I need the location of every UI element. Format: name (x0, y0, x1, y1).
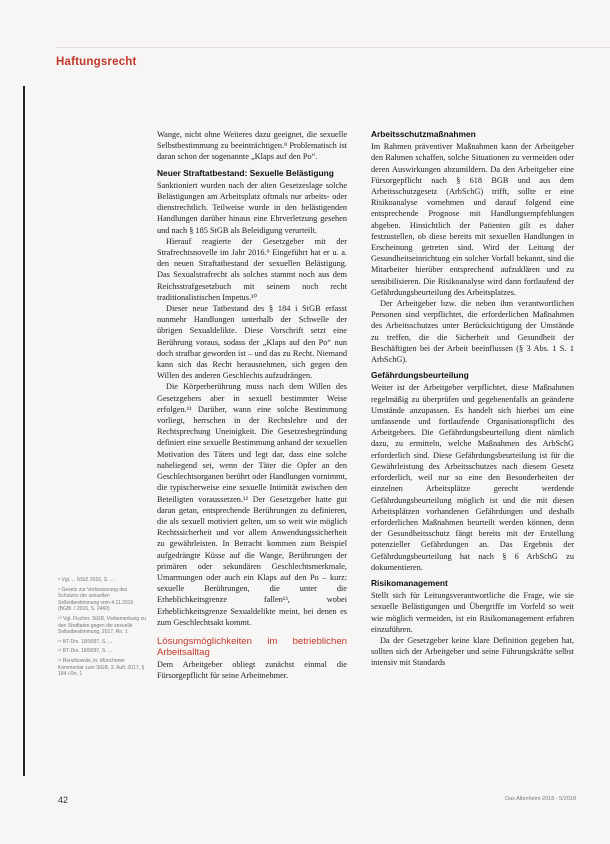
section-title: Haftungsrecht (56, 56, 137, 68)
footnotes (58, 577, 146, 681)
footnote: ¹⁰ Vgl. Fischer, StGB, Vorbemerkung zu den Straftaten gegen die sexuelle Selbstbestimmung, 2017, Rn. 1 (58, 615, 146, 636)
text-column-left (157, 129, 347, 681)
footnote: ⁸ Vgl. ... NStZ 2016, S. ... (58, 577, 115, 583)
section-heading: Lösungsmöglichkeiten im betrieblichen Arbeitsalltag (157, 635, 347, 658)
paragraph: Hierauf reagierte der Gesetzgeber mit der Strafrechtsnovelle im Jahr 2016.⁹ Eingeführt hat er u. a. den neuen Straftatbestand der sexuellen Belästigung. Das Sexualstrafrecht als solches stammt noch aus dem Reichsstrafgesetzbuch mit seinem noch recht traditionalistischen Impetus.¹⁰ (157, 236, 347, 302)
subheading: Neuer Straftatbestand: Sexuelle Belästigung (157, 167, 334, 178)
paragraph: Dem Arbeitgeber obliegt zunächst einmal die Fürsorgepflicht für seine Arbeitnehmer. (157, 659, 347, 681)
paragraph: Weiter ist der Arbeitgeber verpflichtet, diese Maßnahmen regelmäßig zu überprüfen und gegebenenfalls an geänderte Umstände anzupassen. Es handelt sich hierbei um eine umfassende und fortlaufende Organisationspflicht des Arbeitgebers. Die Gefährdungsbeurteilung dient nämlich dazu, zu ermitteln, welche Maßnahmen des ArbSchG erforderlich sind. Diese Gefährdungsbeurteilung ist für die Gewährleistung des Arbeitsschutzes nach diesem Gesetz erforderlich, weil nur so eine den Besonderheiten der einzelnen Arbeitsplätze gerecht werdende Gefährdungsbeurteilung möglich ist und die mit diesen Arbeitsplätzen vorhandenen Gefährdungen und deshalb erforderlichen Maßnahmen beurteilt werden können, denn der Gesundheitsschutz fängt bereits mit der Erstellung potenzieller Gefährdungen an. Das Ergebnis der Gefährdungsbeurteilung hat nach § 6 ArbSchG zu dokumentieren. (371, 383, 574, 572)
footnote: ¹¹ BT-Drs. 18/9097, S. ... (58, 638, 113, 645)
paragraph: Da der Gesetzgeber keine klare Definition gegeben hat, sollten sich der Arbeitgeber und seine Führungskräfte selbst intensiv mit Standards (371, 635, 574, 668)
subheading: Arbeitsschutzmaßnahmen (371, 129, 476, 139)
paragraph: Im Rahmen präventiver Maßnahmen kann der Arbeitgeber den Rahmen schaffen, solche Situationen zu vermeiden oder deren Auswirkungen abzumildern. Da den Arbeitgeber eine Fürsorgepflicht nach § 618 BGB und aus dem Arbeitsschutzgesetz (ArbSchG) trifft, sollte er eine Risikoanalyse vornehmen und darauf folgend eine entsprechende Prognose mit Handlungsempfehlungen abgeben. Hinsichtlich der Patienten gilt es daher festzustellen, ob diese bereits mit sexuellen Handlungen in Erscheinung getreten sind. Wird der Leitung der Gesundheitseinrichtung ein solcher Vorfall bekannt, sind die Mitarbeiter hierüber entsprechend aufzuklären und zu sensibilisieren. Die Risikoanalyse wird dann fortlaufend der Gefährdungsbeurteilung des Arbeitsplatzes. (371, 142, 574, 297)
page-footer (58, 793, 576, 809)
subheading: Gefährdungsbeurteilung (371, 370, 469, 381)
paragraph: Sanktioniert wurden nach der alten Gesetzeslage solche Belästigungen am Arbeitsplatz oftmals nur arbeits- oder dienstrechtlich. Teilweise wurde in den belästigenden Handlungen darüber hinaus eine Ehrverletzung gesehen und nach § 185 StGB als Beleidigung verurteilt. (157, 180, 347, 235)
text-column-right (371, 129, 574, 669)
paragraph: Stellt sich für Leitungsverantwortliche die Frage, wie sie sexuelle Belästigungen und Übergriffe im Vorfeld so weit wie möglich vermeiden, ist ein Risikomanagement erfahren einzuführen. (371, 591, 574, 634)
paragraph: Der Arbeitgeber bzw. die neben ihm verantwortlichen Personen sind verpflichtet, die erforderlichen Maßnahmen des Arbeitsschutzes unter Berücksichtigung der Umstände zu treffen, die die Sicherheit und Gesundheit der Beschäftigten bei der Arbeit beeinflussen (§ 3 Abs. 1 S. 1 ArbSchG). (371, 299, 574, 365)
paragraph: Die Körperberührung muss nach dem Willen des Gesetzgebers aber in sexuell bestimmter Weise erfolgen.¹¹ Darüber, wann eine solche Bestimmung vorliegt, herrschen in der Rechtslehre und der Rechtsprechung Uneinigkeit. Die Gesetzesbegründung definiert eine sexuelle Bestimmung anhand der sexuellen Motivation des Täters und legt dar, dass eine solche naheliegend sei, wenn der Täter die Opfer an den Geschlechtsorganen berührt oder Handlungen vornimmt, die typischerweise eine sexuelle Intimität zwischen den Beteiligten voraussetzen.¹² Der Gesetzgeber hatte gut daran getan, entsprechende Berührungen zu definieren, die als sexuell motiviert gelten, um so weit wie möglich Rechtssicherheit und vor allem Anwendungssicherheit zu gewährleisten. In Betracht kommen zum Beispiel aufgedrängte Küsse auf die Wange, Berührungen der primären oder sekundären Geschlechtsmerkmale, Umarmungen oder auch ein Klaps auf den Po – kurz: sexuelle Berührungen, die unter die Erheblichkeitsgrenze fallen¹³, wobei Erheblichkeitsgrenze Sexualdelikte meint, bei denen es zum Geschlechtsakt kommt. (157, 382, 347, 627)
footnote: ⁹ Gesetz zur Verbesserung des Schutzes der sexuellen Selbstbestimmung vom 4.11.2016 (BGBl. I 2016, S. 2460) (58, 586, 134, 613)
paragraph: Dieser neue Tatbestand des § 184 i StGB erfasst nunmehr Handlungen unterhalb der Schwelle der übrigen Sexualdelikte. Diese Vorschrift setzt eine Berührung voraus, sodass der „Klaps auf den Po“ nun doch strafbar geworden ist – und das zu Recht. Niemand kann sich das Recht herausnehmen, sich gegen den Willen des anderen Geschlechts aufzudrängen. (157, 304, 347, 381)
header-rule (56, 47, 610, 48)
footnote: ¹² BT-Drs. 18/9097, S. ... (58, 648, 113, 655)
footnote: ¹³ Renzikowski, in: Münchener Kommentar zum StGB, 3. Aufl. 2017, § 184 i Rn. 1 (58, 657, 145, 678)
subheading: Risikomanagement (371, 577, 448, 588)
publication-line: Das Altenheim 2018 - 5/2018 (505, 796, 576, 802)
page-number: 42 (58, 795, 69, 805)
margin-rule (23, 86, 25, 776)
paragraph: Wange, nicht ohne Weiteres dazu geeignet, die sexuelle Selbstbestimmung zu beeinträchtigen.⁸ Problematisch ist daran schon der sogenannte „Klaps auf den Po“. (157, 130, 347, 162)
